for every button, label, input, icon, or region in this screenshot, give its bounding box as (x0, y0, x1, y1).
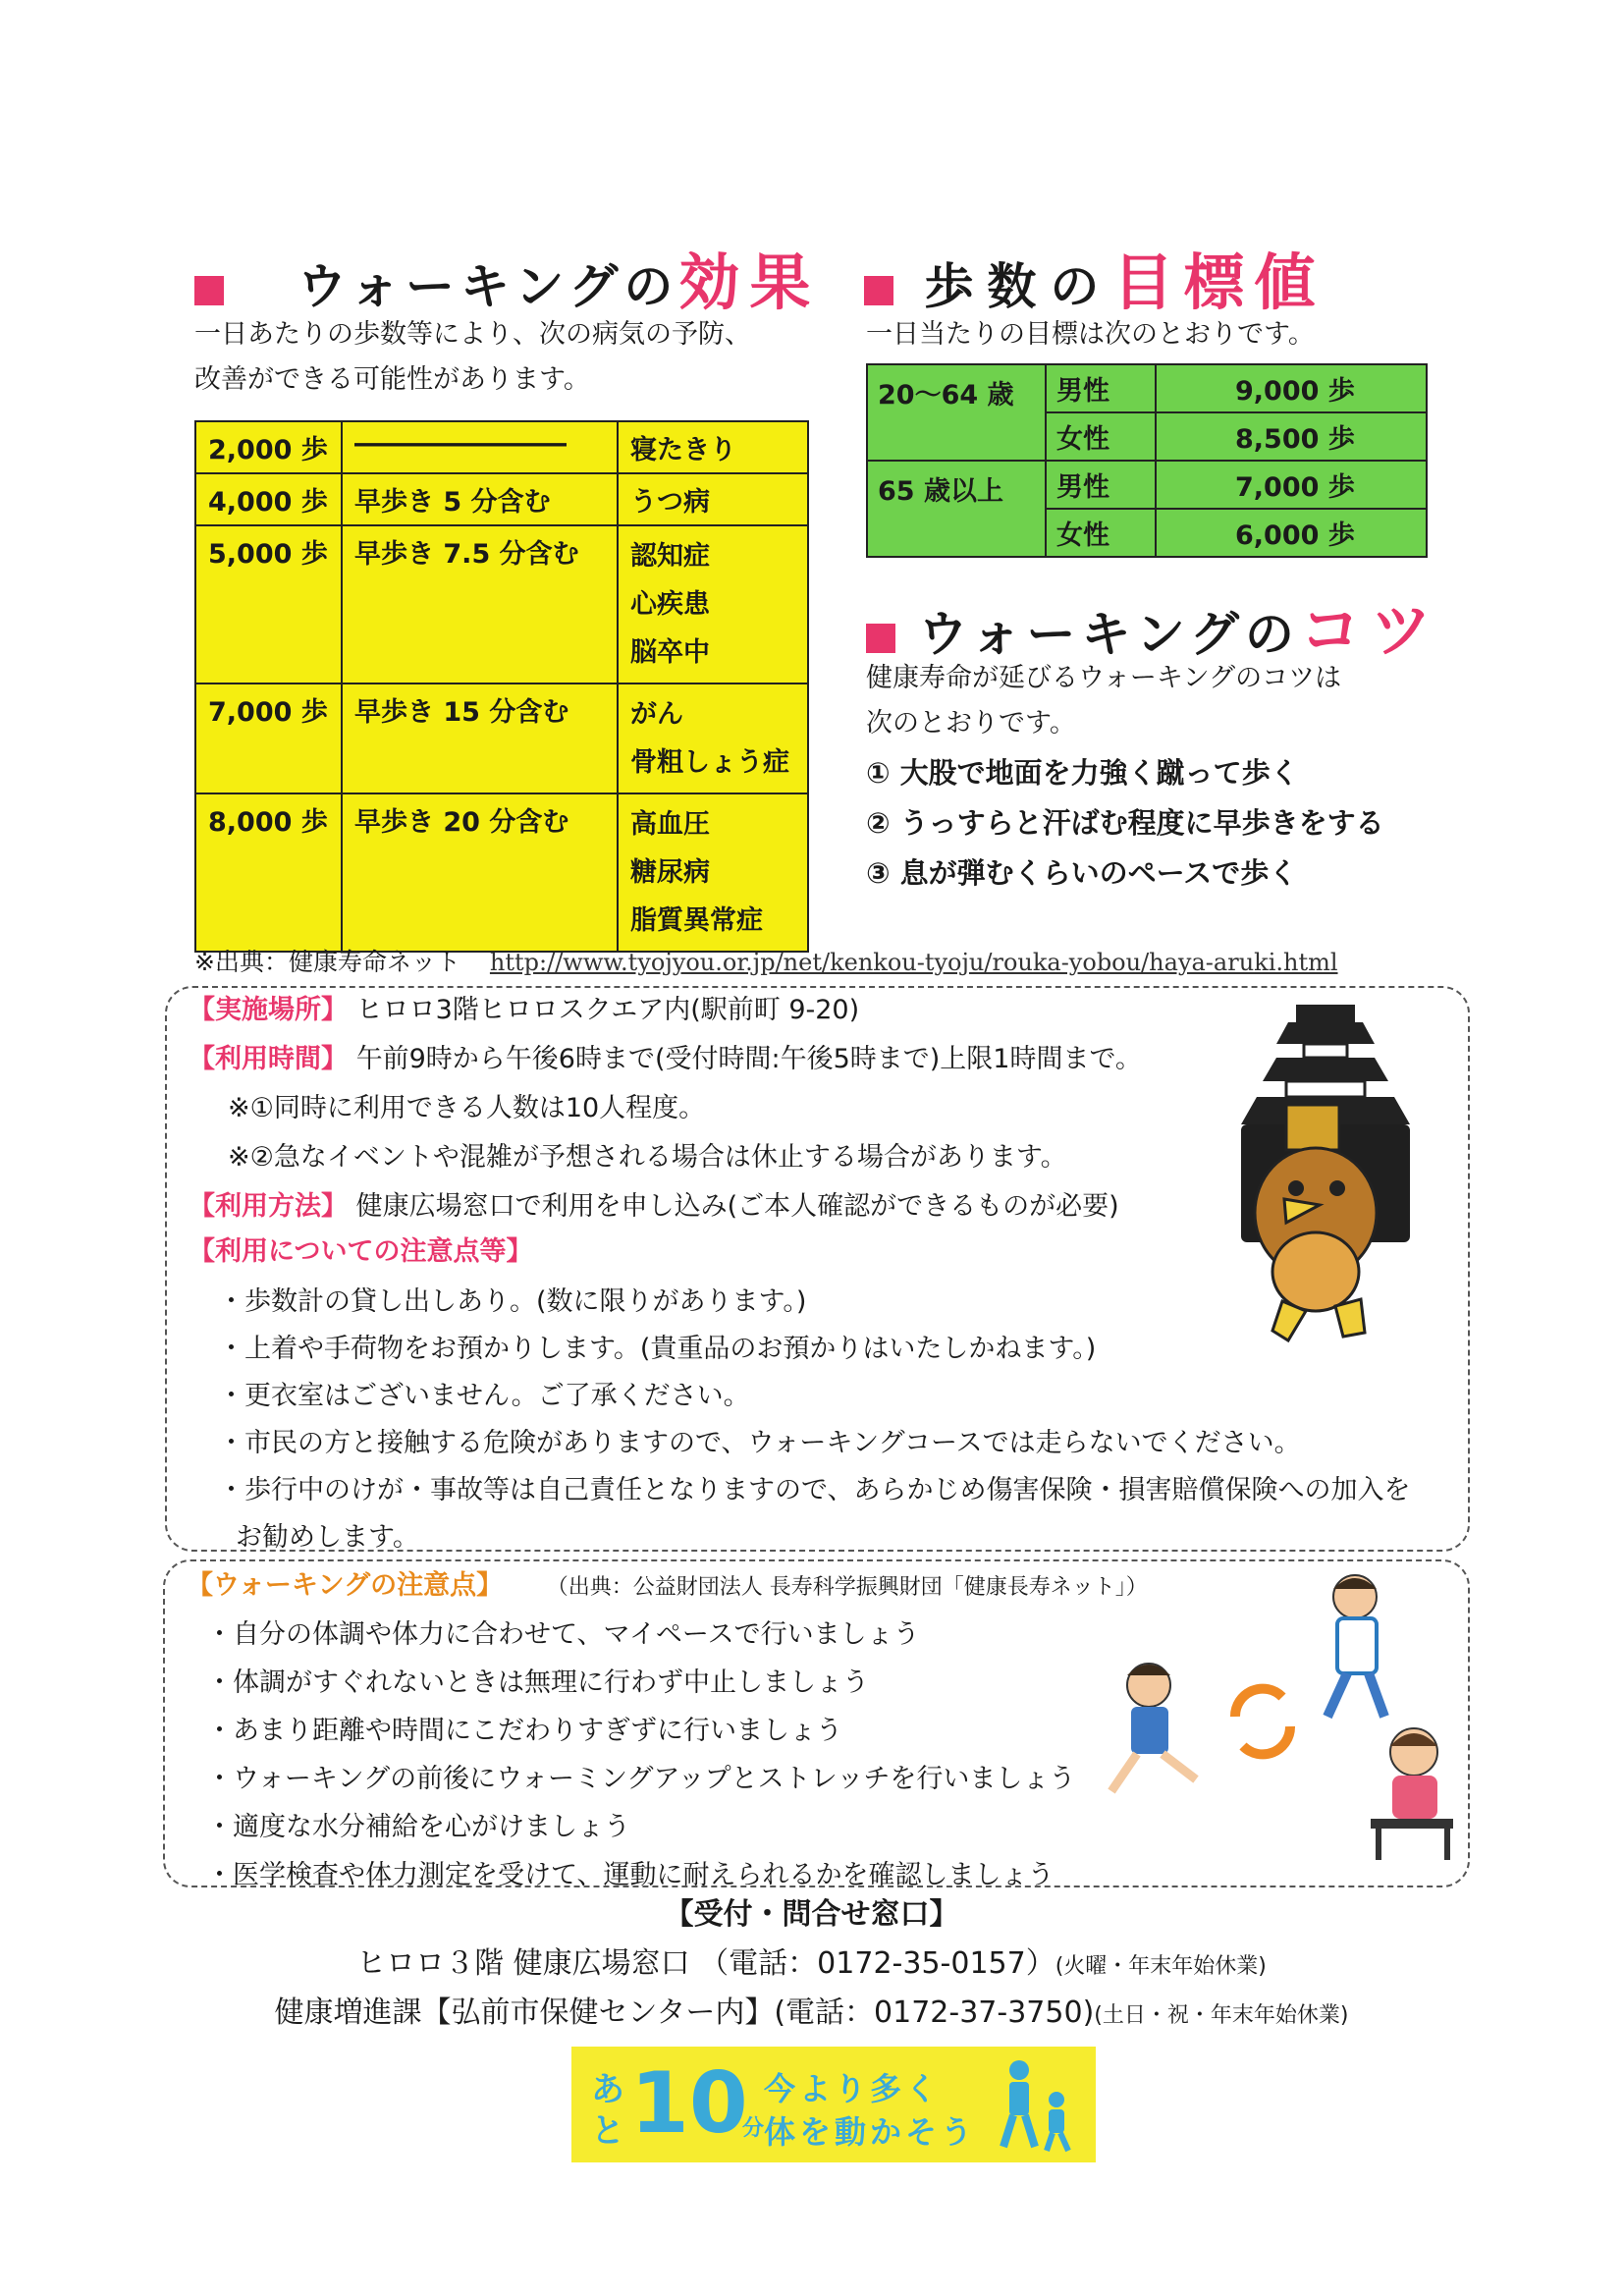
goals-intro: 一日当たりの目標は次のとおりです。 (866, 319, 1315, 350)
banner-a: あ (591, 2070, 624, 2109)
banner-unit: 分 (742, 2116, 765, 2141)
stretching-person-icon (1111, 1664, 1196, 1791)
table-row: 7,000 歩 早歩き 15 分含む がん 骨粗しょう症 (195, 683, 808, 793)
drinking-person-icon (1371, 1728, 1453, 1860)
banner-line-2: 体を動かそう (764, 2113, 977, 2151)
list-item: ・自分の体調や体力に合わせて、マイペースで行いましょう (206, 1619, 920, 1650)
list-item: ・ウォーキングの前後にウォーミングアップとストレッチを行いましょう (206, 1764, 1076, 1794)
effects-intro: 一日あたりの歩数等により、次の病気の予防、 改善ができる可能性があります。 (194, 319, 751, 395)
cautions-heading: 【利用についての注意点等】 (189, 1236, 533, 1267)
table-row: 女性 8,500 歩 (867, 412, 1427, 461)
table-row: 4,000 歩 早歩き 5 分含む うつ病 (195, 473, 808, 525)
table-row: 20～64 歳 男性 9,000 歩 (867, 364, 1427, 412)
list-item: ・市民の方と接触する危険がありますので、ウォーキングコースでは走らないでください。 (218, 1428, 1301, 1458)
title-marker-icon (866, 624, 895, 653)
effects-table (194, 420, 809, 953)
walking-figures-icon (984, 2056, 1082, 2155)
list-item: ・歩行中のけが・事故等は自己責任となりますので、あらかじめ傷害保険・損害賠償保険への加入を (218, 1475, 1411, 1505)
table-row: 5,000 歩 早歩き 7.5 分含む 認知症 心疾患 脳卒中 (195, 525, 808, 683)
walking-cautions-heading: 【ウォーキングの注意点】 （出典：公益財団法人 長寿科学振興財団「健康長寿ネット」） (187, 1570, 1148, 1601)
list-item: ・更衣室はございません。ご了承ください。 (218, 1381, 750, 1411)
contact-line-1: ヒロロ３階 健康広場窓口 （電話：0172-35-0157）(火曜・年末年始休業) (356, 1946, 1267, 1981)
cycle-arrows-icon (1235, 1689, 1290, 1755)
table-row: 女性 6,000 歩 (867, 509, 1427, 557)
banner-line-1: 今より多く (764, 2070, 942, 2107)
campaign-banner (571, 2047, 1096, 2162)
tips-title: ウォーキングのコツ (866, 581, 1441, 669)
list-item: ・医学検査や体力測定を受けて、運動に耐えられるかを確認しましょう (206, 1860, 1055, 1890)
banner-number: 10 (630, 2054, 748, 2153)
goals-table (866, 363, 1428, 558)
list-item: ・あまり距離や時間にこだわりすぎずに行いましょう (206, 1716, 842, 1746)
table-row: 8,000 歩 早歩き 20 分含む 高血圧 糖尿病 脂質異常症 (195, 793, 808, 952)
effects-title: ウォーキングの効果 (194, 234, 820, 321)
hours-line: 【利用時間】 午前9時から午後6時まで(受付時間:午後5時まで)上限1時間まで。 (189, 1044, 1142, 1074)
list-item: ・上着や手荷物をお預かりします。(貴重品のお預かりはいたしかねます。) (218, 1334, 1097, 1364)
walking-cautions (187, 1563, 1148, 1899)
place-line: 【実施場所】 ヒロロ3階ヒロロスクエア内(駅前町 9-20) (189, 995, 860, 1025)
source-line (194, 943, 1338, 978)
method-line: 【利用方法】 健康広場窓口で利用を申し込み(ご本人確認ができるものが必要) (189, 1191, 1119, 1222)
tips-intro: 健康寿命が延びるウォーキングのコツは 次のとおりです。 (866, 663, 1342, 738)
title-marker-icon (194, 276, 224, 305)
note-line: ※②急なイベントや混雑が予想される場合は休止する場合があります。 (228, 1142, 1067, 1173)
table-row: 65 歳以上 男性 7,000 歩 (867, 461, 1427, 509)
list-item: ・適度な水分補給を心がけましょう (206, 1812, 630, 1842)
list-item: ③ 息が弾むくらいのペースで歩く (866, 856, 1298, 890)
list-item: ① 大股で地面を力強く蹴って歩く (866, 756, 1299, 790)
contact-line-2: 健康増進課【弘前市保健センター内】(電話：0172-37-3750)(土日・祝・年末年始休業) (274, 1995, 1349, 2030)
source-label: ※出典：健康寿命ネット (194, 948, 460, 976)
exercise-illustration (1098, 1569, 1461, 1874)
table-row: 2,000 歩 ―――――――― 寝たきり (195, 421, 808, 473)
list-item: お勧めします。 (236, 1522, 419, 1553)
title-marker-icon (864, 276, 893, 305)
walking-cautions-list (187, 1611, 1148, 1899)
note-line: ※①同時に利用できる人数は10人程度。 (228, 1093, 706, 1123)
list-item: ・体調がすぐれないときは無理に行わず中止しましょう (206, 1667, 869, 1698)
bird-face-icon (1255, 1148, 1377, 1311)
mascot-illustration (1217, 987, 1434, 1360)
tips-list (866, 748, 1384, 899)
goals-title: 歩数の目標値 (864, 234, 1325, 321)
source-url[interactable]: http://www.tyojyou.or.jp/net/kenkou-tyoju/rouka-yobou/haya-aruki.html (489, 949, 1338, 976)
list-item: ・歩数計の貸し出しあり。(数に限りがあります。) (218, 1286, 807, 1317)
walking-person-icon (1327, 1575, 1384, 1717)
contact-title: 【受付・問合せ窓口】 (664, 1897, 959, 1932)
banner-to: と (591, 2111, 624, 2151)
list-item: ② うっすらと汗ばむ程度に早歩きをする (866, 806, 1384, 840)
